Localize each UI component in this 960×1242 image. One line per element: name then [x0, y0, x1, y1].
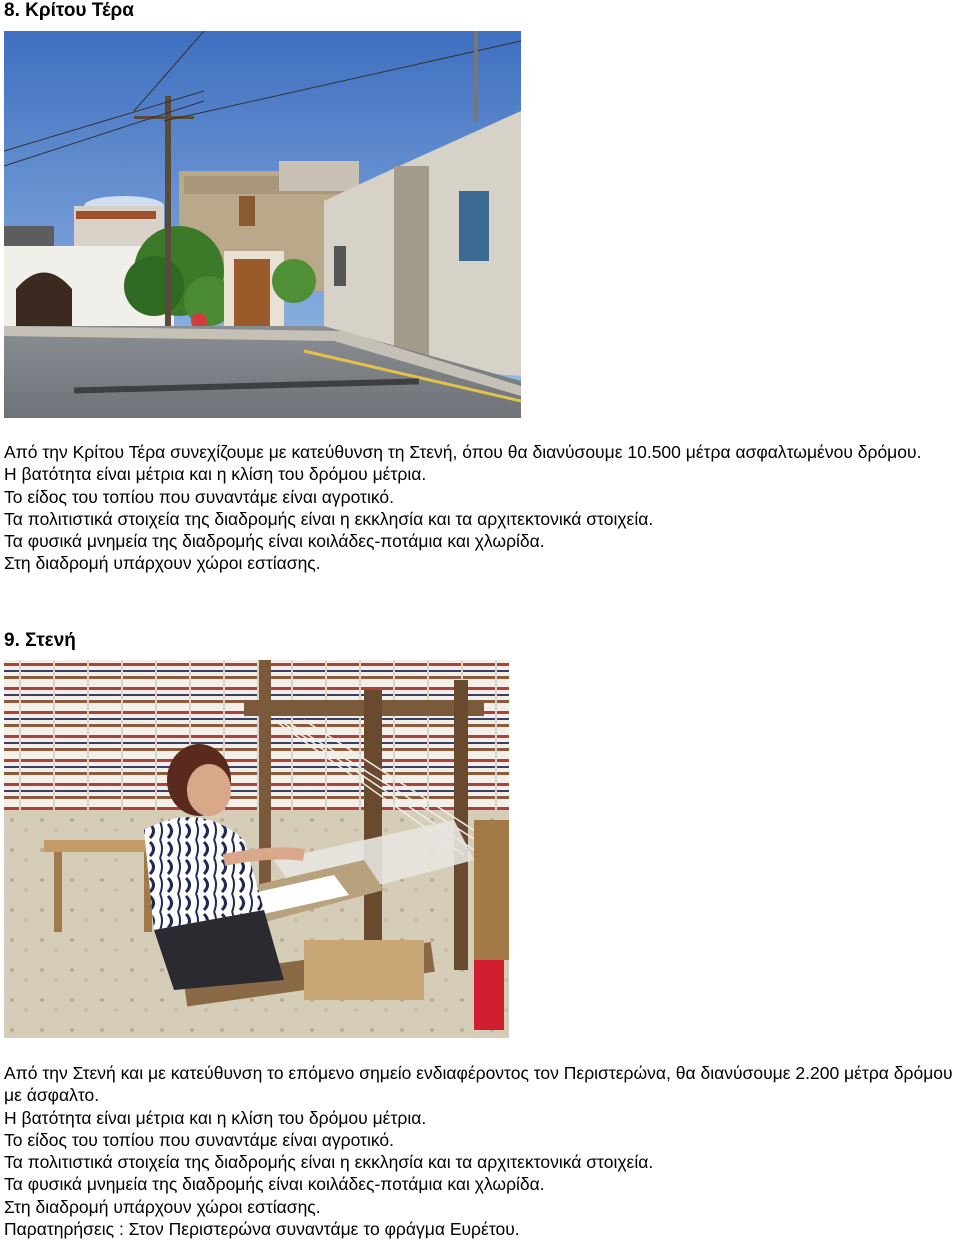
weaver-loom-photo [4, 660, 509, 1038]
paragraph: Η βατότητα είναι μέτρια και η κλίση του δρόμου μέτρια. [4, 464, 427, 485]
paragraph: Η βατότητα είναι μέτρια και η κλίση του δρόμου μέτρια. [4, 1107, 427, 1128]
paragraph: Το είδος του τοπίου που συναντάμε είναι αγροτικό. [4, 1129, 394, 1150]
paragraph: Στη διαδρομή υπάρχουν χώροι εστίασης. [4, 1196, 321, 1217]
paragraph: Παρατηρήσεις : Στον Περιστερώνα συναντάμε το φράγμα Ευρέτου. [4, 1219, 520, 1240]
paragraph: Από την Κρίτου Τέρα συνεχίζουμε με κατεύθυνση τη Στενή, όπου θα διανύσουμε 10.500 μέτρα ασφαλτωμένου δρόμου. [4, 442, 922, 462]
section-heading-kritou-tera: 8. Κρίτου Τέρα [4, 0, 134, 21]
paragraph: Τα φυσικά μνημεία της διαδρομής είναι κοιλάδες-ποτάμια και χλωρίδα. [4, 531, 545, 552]
section-heading-steni: 9. Στενή [4, 630, 76, 651]
village-street-photo [4, 31, 521, 418]
section-description [4, 441, 960, 575]
paragraph: Το είδος του τοπίου που συναντάμε είναι αγροτικό. [4, 486, 394, 507]
paragraph: Τα πολιτιστικά στοιχεία της διαδρομής είναι η εκκλησία και τα αρχιτεκτονικά στοιχεία. [4, 508, 654, 529]
section-description [4, 1062, 960, 1240]
paragraph: Στη διαδρομή υπάρχουν χώροι εστίασης. [4, 553, 321, 574]
paragraph: Από την Στενή και με κατεύθυνση το επόμενο σημείο ενδιαφέροντος τον Περιστερώνα, θα διανύσουμε 2.200 μέτρα δρόμου με άσφαλτο. [4, 1063, 953, 1106]
paragraph: Τα φυσικά μνημεία της διαδρομής είναι κοιλάδες-ποτάμια και χλωρίδα. [4, 1174, 545, 1195]
paragraph: Τα πολιτιστικά στοιχεία της διαδρομής είναι η εκκλησία και τα αρχιτεκτονικά στοιχεία. [4, 1152, 654, 1173]
